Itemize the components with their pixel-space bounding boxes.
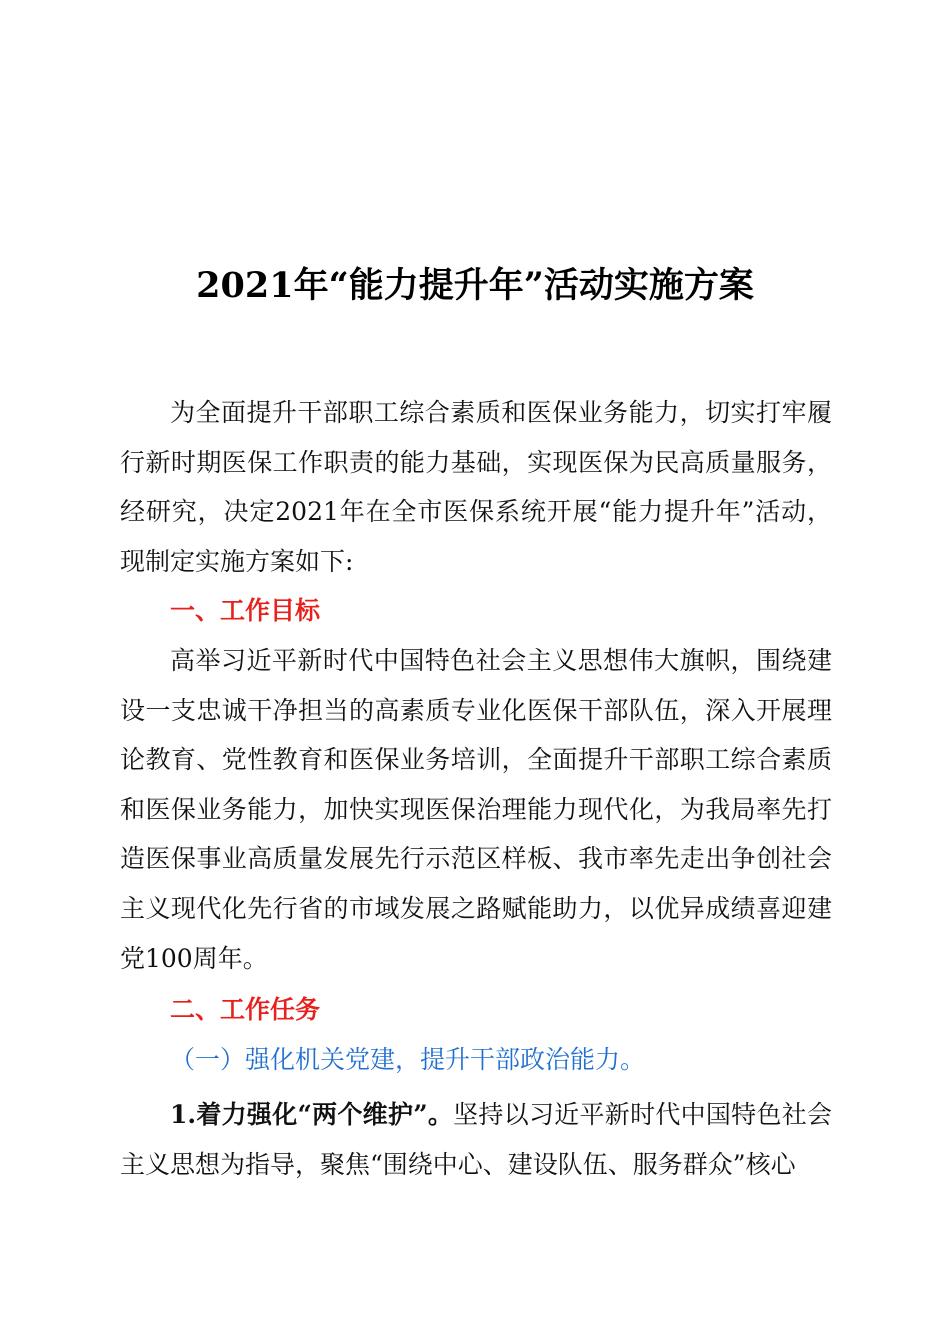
goals-paragraph: 高举习近平新时代中国特色社会主义思想伟大旗帜，围绕建设一支忠诚干净担当的高素质专业化医保干部队伍，深入开展理论教育、党性教育和医保业务培训，全面提升干部职工综合素质和医保业务能力，加快实现医保治理能力现代化，为我局率先打造医保事业高质量发展先行示范区样板、我市率先走出争创社会主义现代化先行省的市域发展之路赋能助力，以优异成绩喜迎建党100周年。 bbox=[120, 645, 832, 973]
task-item-1 bbox=[120, 1090, 832, 1189]
subsection-heading-party-building: （一）强化机关党建，提升干部政治能力。 bbox=[170, 1044, 646, 1074]
document-body bbox=[120, 388, 832, 1190]
document-title: 2021年“能力提升年”活动实施方案 bbox=[196, 265, 754, 306]
task-item-1-lead: 1.着力强化“两个维护”。 bbox=[170, 1100, 454, 1130]
section-heading-goals: 一、工作目标 bbox=[170, 596, 321, 626]
intro-paragraph: 为全面提升干部职工综合素质和医保业务能力，切实打牢履行新时期医保工作职责的能力基础，实现医保为民高质量服务，经研究，决定2021年在全市医保系统开展“能力提升年”活动，现制定实施方案如下: bbox=[120, 398, 832, 576]
task-item-1-text: 坚持以习近平新时代中国特色社会主义思想为指导，聚焦“围绕中心、建设队伍、服务群众”核心 bbox=[120, 1100, 832, 1179]
section-heading-tasks: 二、工作任务 bbox=[170, 995, 321, 1025]
